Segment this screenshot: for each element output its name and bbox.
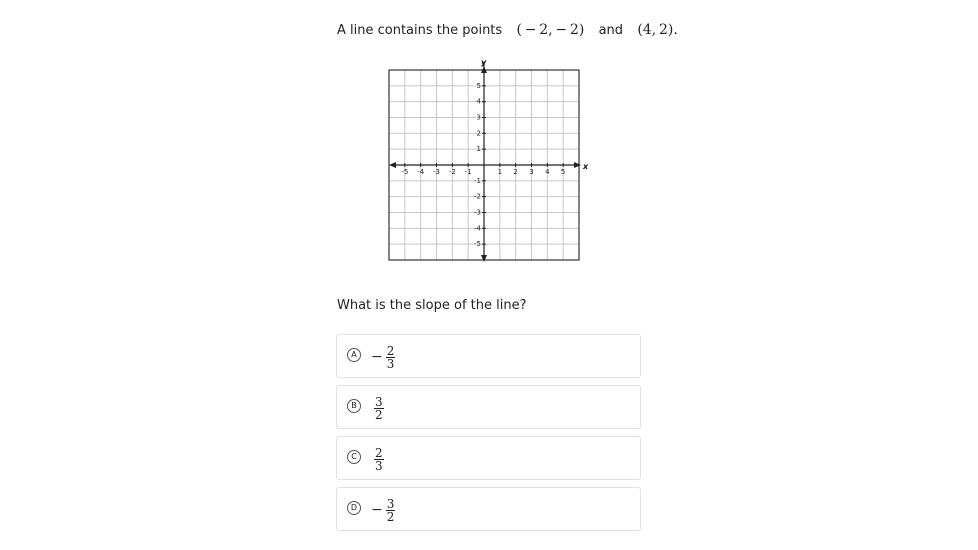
y-tick-label: 5	[476, 81, 481, 90]
choice-b-bubble[interactable]: B	[347, 399, 361, 413]
choice-c-numerator: 2	[375, 445, 383, 460]
coordinate-plane	[380, 58, 595, 268]
choice-d[interactable]	[336, 487, 641, 531]
choice-c-fraction	[374, 447, 384, 472]
x-tick-label: -1	[464, 168, 472, 176]
x-tick-label: -5	[401, 168, 409, 176]
x-axis-arrow-right	[574, 162, 581, 168]
x-axis-arrow-left	[389, 162, 396, 168]
choice-b-numerator: 3	[375, 394, 383, 409]
choice-a-numerator: 2	[386, 343, 395, 358]
x-tick-label: 4	[545, 168, 550, 176]
x-axis-label: x	[583, 162, 589, 171]
question-text	[337, 22, 678, 38]
choice-a-sign: −	[371, 349, 383, 365]
y-tick-label: 4	[476, 97, 481, 106]
choice-d-answer	[371, 496, 395, 524]
choice-c-denominator: 3	[375, 458, 383, 473]
y-axis-label: y	[481, 58, 487, 67]
point-2: (4, 2)	[637, 22, 674, 38]
y-tick-label: -1	[474, 176, 481, 185]
choice-d-denominator: 2	[386, 509, 395, 524]
x-tick-label: -2	[448, 168, 456, 176]
choice-b-denominator: 2	[375, 407, 383, 422]
x-tick-label: 5	[560, 168, 566, 176]
question-connector: and	[598, 23, 624, 38]
x-tick-label: 1	[497, 168, 503, 176]
x-tick-label: -3	[433, 168, 440, 176]
question-prefix: A line contains the points	[337, 23, 503, 38]
choice-a-bubble[interactable]: A	[347, 348, 361, 362]
choice-c-answer	[371, 445, 384, 473]
point-1: ( − 2, − 2)	[516, 22, 585, 38]
y-tick-label: 1	[476, 145, 481, 154]
x-tick-label: 2	[513, 168, 518, 176]
choice-d-fraction	[386, 498, 396, 523]
choice-a-fraction	[386, 345, 396, 370]
y-tick-label: -5	[474, 240, 481, 249]
question-suffix: .	[673, 22, 678, 38]
choice-b[interactable]	[336, 385, 641, 429]
y-tick-label: 3	[476, 113, 481, 122]
choice-a-answer	[371, 343, 395, 371]
y-tick-label: -2	[474, 192, 481, 201]
x-tick-label: 3	[529, 168, 534, 176]
choice-b-fraction	[374, 396, 384, 421]
choice-a-denominator: 3	[386, 356, 395, 371]
x-tick-label: -4	[417, 168, 425, 176]
y-tick-label: -3	[474, 208, 481, 217]
choice-c-bubble[interactable]: C	[347, 450, 361, 464]
coordinate-grid	[380, 58, 595, 272]
y-axis-arrow-down	[481, 255, 487, 262]
choice-d-sign: −	[371, 502, 383, 518]
choice-b-answer	[371, 394, 384, 422]
y-tick-label: -4	[474, 224, 481, 233]
y-tick-label: 2	[476, 129, 481, 138]
choice-d-bubble[interactable]: D	[347, 501, 361, 515]
choice-c[interactable]	[336, 436, 641, 480]
prompt-text: What is the slope of the line?	[337, 298, 527, 313]
choice-d-numerator: 3	[386, 496, 395, 511]
choice-a[interactable]	[336, 334, 641, 378]
